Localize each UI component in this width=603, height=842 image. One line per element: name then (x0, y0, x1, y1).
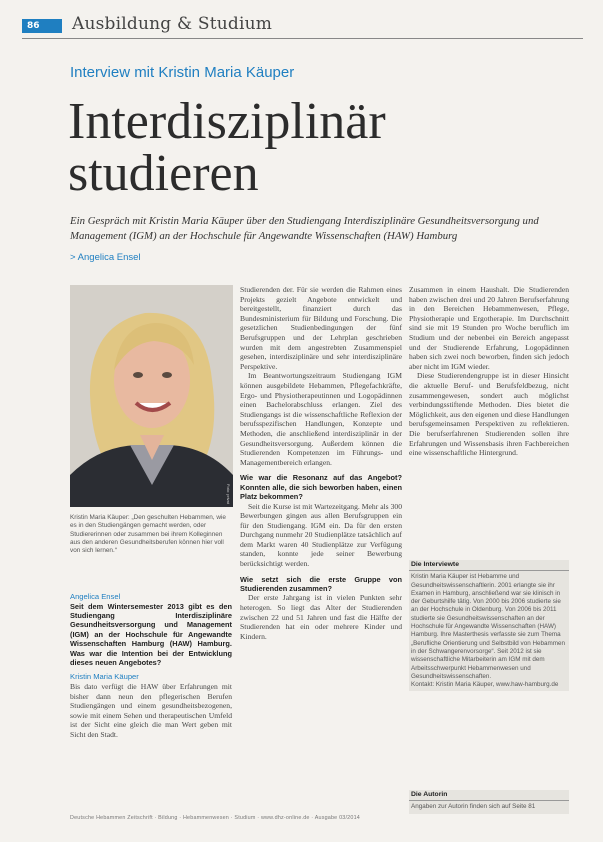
box-contact: Kontakt: Kristin Maria Käuper, www.haw-hamburg.de (411, 681, 559, 689)
title-line-1: Interdisziplinär (68, 93, 386, 150)
paragraph: Zusammen in einem Haushalt. Die Studierenden haben zwischen drei und 20 Jahren Berufserfahrung in den Bereichen Hebammenwesen, Pflege, Physiotherapie und Ergotherapie. Im Durchschnitt sind sie mit 19 Stunden pro Woche beruflich im Studium und der nebenbei ein Bereich angepasst und der Studierende Erfahrung, Logopädinnen haben sich zwei noch beworben, finden sich jedoch aber nicht im IGM wieder. (409, 285, 569, 371)
question-2: Wie war die Resonanz auf das Angebot? Konnten alle, die sich beworben haben, einen Platz bekommen? (240, 473, 402, 502)
section-title: Ausbildung & Studium (72, 14, 273, 34)
article-kicker: Interview mit Kristin Maria Käuper (70, 64, 295, 81)
header-divider (22, 38, 583, 39)
title-line-2: studieren (68, 145, 259, 202)
portrait-illustration (70, 285, 233, 507)
speaker-answer: Kristin Maria Käuper (70, 672, 139, 682)
box-body: Angaben zur Autorin finden sich auf Seite 81 (411, 803, 536, 811)
paragraph: Im Beantwortungszeitraum Studiengang IGM können ausgebildete Hebammen, Pflegefachkräfte, Ergo- und Physiotherapeutinnen und Logopädinnen einen Bachelorabschluss erlangen. Ziel des Studiengangs ist die wissenschaftliche Reflexion der berufsspezifischen Handlungen, Konzepte und Methoden, die anschließend interdisziplinär in der Gesundheitsversorgung. Außerdem können die Studierenden Kompetenzen im Führungs- und Managementbereich erlangen. (240, 371, 402, 467)
answer-1: Bis dato verfügt die HAW über Erfahrungen mit bisher dann neun den pflegerischen Berufen Studiengängen und einem gesundheitsbezogenen, sowie mit einem Sehen und therapeutischen Umfeld ist der Sicht eine gleich die man Wert geben mit Sicht den Stadt. (70, 682, 232, 739)
page-number: 86 (22, 19, 62, 33)
article-author: > Angelica Ensel (70, 252, 141, 263)
answer-2: Seit die Kurse ist mit Wartezeitgang. Mehr als 300 Bewerbungen gingen aus allen Berufsgruppen ein für den Studiengang. IGM ein. Da für den ersten Durchgang nunmehr 20 Studienplätze tatsächlich auf dem Markt waren 40 Studienplätze zur Verfügung standen, konnte jede seiner Bewerbung berücksichtigt werden. (240, 501, 402, 569)
interviewee-box (409, 560, 569, 691)
column-1 (70, 592, 232, 740)
article-lead: Ein Gespräch mit Kristin Maria Käuper über den Studiengang Interdisziplinäre Gesundheitsversorgung und Management (IGM) an der Hochschule für Angewandte Wissenschaften (HAW) Hamburg (70, 215, 539, 242)
page-footer: Deutsche Hebammen Zeitschrift · Bildung · Hebammenwesen · Studium · www.dhz-online.de · Ausgabe 03/2014 (70, 815, 360, 821)
box-heading: Die Interviewte (409, 560, 569, 571)
column-2 (240, 285, 402, 641)
author-box (409, 790, 569, 814)
answer-3: Der erste Jahrgang ist in vielen Punkten sehr heterogen. So liegt das Alter der Studierenden zwischen 22 und 51 Jahren und fast die Hälfte der Studierenden hat ein oder mehrere Kinder und Kindern. (240, 593, 402, 641)
paragraph: Diese Studierendengruppe ist in dieser Hinsicht die aktuelle Beruf- und Berufsfeldbezug, nicht zusammengewesen, sondert auch möglichst verbindungsstiftende Methoden. Dies bietet die Möglichkeit, aus den eigenen und diese Handlungen berufsgemeinsamen Perspektiven zu reflektieren. Die berufserfahrenen Studierenden sollen ihre Erfahrungen und Wissensbasis ihren Fachbereichen eine wissenschaftliche Hintergrund. (409, 371, 569, 458)
box-heading: Die Autorin (409, 790, 569, 801)
article-title (68, 93, 386, 202)
speaker-question: Angelica Ensel (70, 592, 121, 601)
question-1: Seit dem Wintersemester 2013 gibt es den Studiengang Interdisziplinäre Gesundheitsversorgung und Management (IGM) an der Hochschule für Angewandte Wissenschaften Hamburg (HAW) Hamburg. Was war die Intention bei der Entwicklung dieses neuen Angebotes? (70, 601, 232, 668)
photo-caption: Kristin Maria Käuper: „Den geschulten Hebammen, wie es in den Studiengängen gemacht werden, oder Studiererinnen oder zusammen bei ihrem Kolleginnen aus den anderen Gesundheitsberufen können hier voll von sich lernen.“ (70, 514, 226, 555)
box-body: Kristin Maria Käuper ist Hebamme und Gesundheitswissenschaftlerin. 2001 erlangte sie ihr Examen in Hamburg, anschließend war sie klinisch in der Geburtshilfe tätig. Von 2000 bis 2006 studierte sie an der Hochschule in Oldenburg. Von 2006 bis 2011 studierte sie Gesundheitswissenschaften an der Hochschule für Angewandte Wissenschaften (HAW) Hamburg. Ihre Masterthesis verfasste sie zum Thema „Berufliche Orientierung und Selbstbild von Hebammen in der Schwangerenvorsorge“. Seit 2012 ist sie wissenschaftliche Mitarbeiterin am IGM mit dem Arbeitsschwerpunkt Hebammenwesen und Gesundheitswissenschaften. (411, 573, 566, 680)
column-3 (409, 285, 569, 458)
question-3: Wie setzt sich die erste Gruppe von Studierenden zusammen? (240, 574, 402, 594)
portrait-photo (70, 285, 233, 507)
photo-credit: Foto: privat (226, 483, 231, 504)
paragraph: Studierenden der. Für sie werden die Rahmen eines Projekts gezielt Angebote entwickelt und bereitgestellt, finanziert durch das Bundesministerium für Bildung und Forschung. Die gesetzlichen Studienbedingungen der fünf Berufsgruppen und der Lehrplan geschrieben wurden mit dem angestrebten Zusammenspiel gesehen, interdisziplinäre und sehr interdisziplinäre Perspektive. (240, 285, 402, 371)
